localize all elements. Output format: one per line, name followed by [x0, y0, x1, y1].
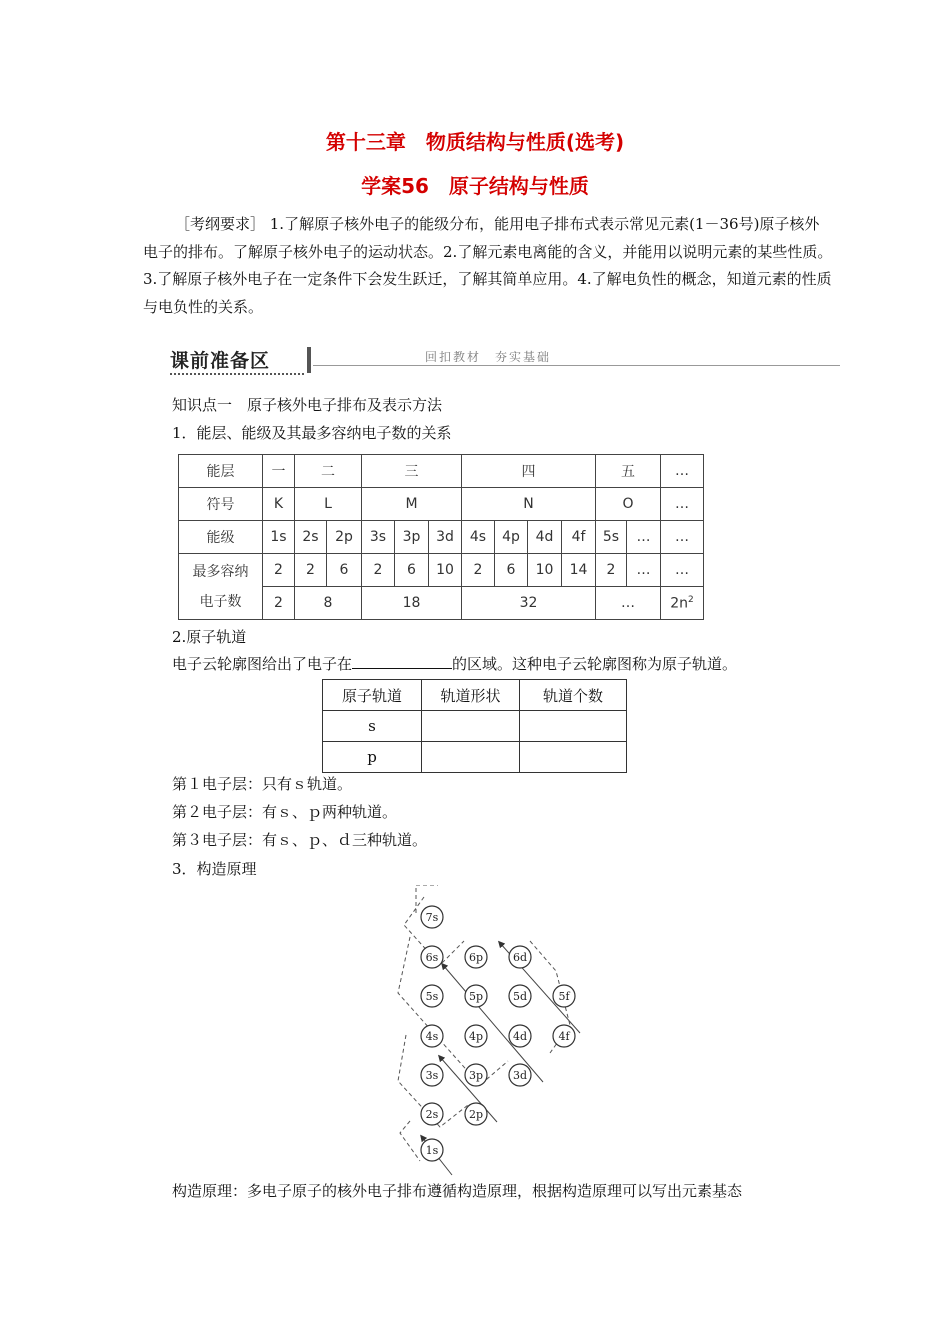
banner-underline	[170, 373, 304, 375]
orbital-label: 6s	[425, 951, 439, 964]
table-cell: …	[627, 521, 661, 554]
orbital-label: 5d	[512, 990, 528, 1003]
orbital-label: 1s	[425, 1144, 439, 1157]
exam-requirements: ［考纲要求］ 1.了解原子核外电子的能级分布，能用电子排布式表示常见元素(1－36号)原子核外电子的排布。了解原子核外电子的运动状态。2.了解元素电离能的含义，并能用以说明元素的某些性质。3.了解原子核外电子在一定条件下会发生跃迁，了解其简单应用。4.了解电负性的概念，知道元素的性质与电负性的关系。	[143, 215, 833, 316]
orbital-label: 5p	[468, 990, 484, 1003]
formula-exponent: 2	[688, 594, 694, 605]
banner-title: 课前准备区	[170, 350, 271, 372]
table-row	[323, 742, 627, 773]
orbital-label: 2p	[468, 1108, 484, 1121]
table-cell: 10	[429, 554, 462, 587]
lesson-title: 学案56 原子结构与性质	[361, 174, 589, 198]
banner-divider	[307, 347, 311, 373]
orbital-label: 4d	[512, 1030, 528, 1043]
table-cell: 2	[462, 554, 495, 587]
table-cell: 5s	[596, 521, 627, 554]
table-cell: 3d	[429, 521, 462, 554]
orbital-label: 3p	[468, 1069, 484, 1082]
orbital-label: 3s	[425, 1069, 439, 1082]
layer-2-line: 第２电子层：有ｓ、ｐ两种轨道。	[172, 803, 398, 821]
table-cell: 6	[495, 554, 528, 587]
table-cell: …	[661, 521, 704, 554]
cloud-text-before: 电子云轮廓图给出了电子在	[172, 655, 353, 673]
table-cell: 8	[295, 587, 362, 620]
table-cell: O	[596, 488, 661, 521]
table-header: 轨道形状	[422, 680, 520, 711]
orbital-label: 6p	[468, 951, 484, 964]
table-cell: M	[362, 488, 462, 521]
orbital-label: 5f	[558, 990, 570, 1003]
orbital-label: 7s	[425, 911, 439, 924]
layer-1-line: 第１电子层：只有ｓ轨道。	[172, 775, 353, 793]
energy-level-table	[178, 454, 704, 620]
orbital-label: 6d	[512, 951, 528, 964]
table-cell: 2	[263, 554, 295, 587]
electron-cloud-sentence	[172, 653, 737, 674]
table-cell: L	[295, 488, 362, 521]
table-header: 原子轨道	[323, 680, 422, 711]
cloud-text-after: 的区域。这种电子云轮廓图称为原子轨道。	[452, 655, 738, 673]
table-cell: 4d	[528, 521, 562, 554]
table-cell: 4p	[495, 521, 528, 554]
table-cell: 2	[362, 554, 395, 587]
table-cell: 4s	[462, 521, 495, 554]
table-row	[179, 455, 704, 488]
table-cell: 4f	[562, 521, 596, 554]
table-cell: 能层	[179, 455, 263, 488]
table-cell: …	[661, 455, 704, 488]
table-cell: 10	[528, 554, 562, 587]
table-cell	[661, 587, 704, 620]
banner-subtitle: 回扣教材 夯实基础	[425, 350, 552, 364]
banner-rule	[313, 365, 840, 366]
chapter-title: 第十三章 物质结构与性质(选考)	[325, 130, 625, 154]
table-cell: …	[661, 554, 704, 587]
diagonal-arrow	[443, 965, 543, 1082]
table-header: 轨道个数	[520, 680, 627, 711]
knowledge-point-heading: 知识点一 原子核外电子排布及表示方法	[172, 396, 443, 414]
table-cell: s	[323, 711, 422, 742]
orbital-table	[322, 679, 627, 773]
table-cell: 2p	[327, 521, 362, 554]
orbital-circles	[421, 906, 575, 1161]
aufbau-diagram	[380, 885, 600, 1185]
max-electrons-label-2: 电子数	[199, 593, 242, 610]
table-cell: 能级	[179, 521, 263, 554]
orbital-label: 2s	[425, 1108, 439, 1121]
table-row	[179, 488, 704, 521]
layer-3-line: 第３电子层：有ｓ、ｐ、ｄ三种轨道。	[172, 831, 428, 849]
table-cell: 2	[263, 587, 295, 620]
orbital-label: 5s	[425, 990, 439, 1003]
table-row	[323, 680, 627, 711]
table-cell: 2s	[295, 521, 327, 554]
table-cell: 五	[596, 455, 661, 488]
table-cell[interactable]	[422, 742, 520, 773]
table-cell[interactable]	[520, 742, 627, 773]
table-cell: …	[627, 554, 661, 587]
table-cell: 一	[263, 455, 295, 488]
table-cell: 三	[362, 455, 462, 488]
orbital-label: 3d	[512, 1069, 528, 1082]
table-cell: 2	[596, 554, 627, 587]
section-banner	[170, 344, 840, 376]
section-3-heading: 3．构造原理	[172, 860, 257, 878]
formula-base: 2n	[670, 595, 689, 612]
table-cell: …	[661, 488, 704, 521]
table-cell: 32	[462, 587, 596, 620]
table-cell[interactable]	[422, 711, 520, 742]
table-cell: …	[596, 587, 661, 620]
diagonal-arrows	[422, 943, 580, 1175]
table-cell: 18	[362, 587, 462, 620]
table-cell: 四	[462, 455, 596, 488]
table-cell[interactable]	[520, 711, 627, 742]
orbital-label: 4f	[558, 1030, 570, 1043]
table-cell: 3p	[395, 521, 429, 554]
table-cell: 14	[562, 554, 596, 587]
table-cell: 6	[327, 554, 362, 587]
table-cell: 2	[295, 554, 327, 587]
section-1-heading: 1．能层、能级及其最多容纳电子数的关系	[172, 424, 452, 442]
aufbau-principle-text: 构造原理：多电子原子的核外电子排布遵循构造原理，根据构造原理可以写出元素基态	[172, 1182, 743, 1200]
table-cell: 1s	[263, 521, 295, 554]
table-cell: 符号	[179, 488, 263, 521]
table-cell: 二	[295, 455, 362, 488]
table-cell: N	[462, 488, 596, 521]
table-cell: p	[323, 742, 422, 773]
table-row	[323, 711, 627, 742]
fill-blank[interactable]	[352, 654, 452, 669]
table-cell: K	[263, 488, 295, 521]
orbital-label: 4p	[468, 1030, 484, 1043]
table-row	[179, 554, 704, 587]
section-2-heading: 2.原子轨道	[172, 628, 247, 646]
max-electrons-label-1: 最多容纳	[192, 563, 249, 580]
table-row	[179, 521, 704, 554]
orbital-label: 4s	[425, 1030, 439, 1043]
table-cell: 3s	[362, 521, 395, 554]
table-cell	[179, 554, 263, 620]
table-cell: 6	[395, 554, 429, 587]
